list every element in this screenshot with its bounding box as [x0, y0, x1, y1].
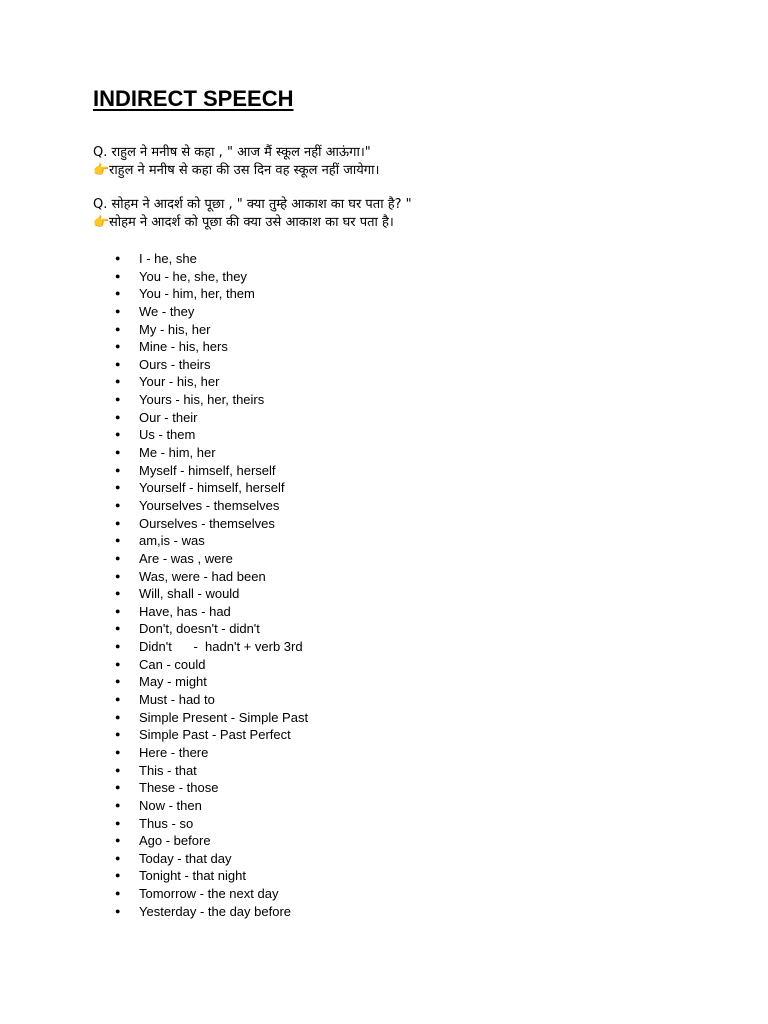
- list-item-text: Today - that day: [139, 850, 232, 866]
- bullet-icon: ●: [115, 464, 121, 475]
- list-item: [112, 691, 308, 709]
- list-item: [112, 568, 308, 586]
- example-2: [93, 196, 412, 232]
- bullet-icon: ●: [115, 799, 121, 810]
- list-item: [112, 356, 308, 374]
- bullet-icon: ●: [115, 605, 121, 616]
- list-item-text: Must - had to: [139, 692, 215, 708]
- bullet-icon: ●: [115, 341, 121, 352]
- list-item: [112, 797, 308, 815]
- list-item-text: These - those: [139, 780, 219, 796]
- list-item: [112, 726, 308, 744]
- list-item: [112, 426, 308, 444]
- bullet-icon: ●: [115, 270, 121, 281]
- list-item: [112, 338, 308, 356]
- list-item-text: Here - there: [139, 744, 209, 760]
- bullet-icon: ●: [115, 852, 121, 863]
- bullet-icon: ●: [115, 870, 121, 881]
- bullet-icon: ●: [115, 429, 121, 440]
- bullet-icon: ●: [115, 305, 121, 316]
- bullet-icon: ●: [115, 641, 121, 652]
- list-item: [112, 815, 308, 833]
- bullet-icon: ●: [115, 623, 121, 634]
- bullet-icon: ●: [115, 658, 121, 669]
- list-item: [112, 673, 308, 691]
- example-question: Q. सोहम ने आदर्श को पूछा , " क्या तुम्हे आकाश का घर पता है? ": [93, 197, 412, 212]
- pointing-hand-icon: 👉: [93, 215, 110, 230]
- list-item-text: Simple Past - Past Perfect: [139, 727, 291, 743]
- list-item-text: Your - his, her: [139, 374, 220, 390]
- list-item-text: Ours - theirs: [139, 356, 211, 372]
- list-item-text: Didn't - hadn't + verb 3rd: [139, 639, 303, 655]
- bullet-icon: ●: [115, 729, 121, 740]
- list-item-text: Our - their: [139, 409, 198, 425]
- list-item: [112, 391, 308, 409]
- example-1: [93, 144, 379, 180]
- list-item: [112, 285, 308, 303]
- list-item-text: Yesterday - the day before: [139, 903, 292, 919]
- list-item: [112, 409, 308, 427]
- list-item: [112, 585, 308, 603]
- list-item: [112, 867, 308, 885]
- bullet-icon: ●: [115, 552, 121, 563]
- example-answer-line: [93, 214, 412, 232]
- bullet-icon: ●: [115, 482, 121, 493]
- list-item: [112, 603, 308, 621]
- list-item: [112, 497, 308, 515]
- bullet-icon: ●: [115, 323, 121, 334]
- bullet-icon: ●: [115, 588, 121, 599]
- list-item-text: This - that: [139, 762, 197, 778]
- list-item: [112, 515, 308, 533]
- list-item-text: Myself - himself, herself: [139, 462, 276, 478]
- bullet-icon: ●: [115, 746, 121, 757]
- list-item: [112, 709, 308, 727]
- bullet-icon: ●: [115, 394, 121, 405]
- list-item-text: Tomorrow - the next day: [139, 886, 279, 902]
- bullet-icon: ●: [115, 676, 121, 687]
- list-item: [112, 373, 308, 391]
- list-item: [112, 762, 308, 780]
- pointing-hand-icon: 👉: [93, 163, 110, 178]
- list-item-text: Ourselves - themselves: [139, 515, 275, 531]
- list-item-text: Have, has - had: [139, 603, 231, 619]
- bullet-icon: ●: [115, 782, 121, 793]
- example-question: Q. राहुल ने मनीष से कहा , " आज मैं स्कूल नहीं आऊंगा।": [93, 145, 371, 160]
- bullet-icon: ●: [115, 358, 121, 369]
- bullet-icon: ●: [115, 905, 121, 916]
- list-item-text: Us - them: [139, 427, 196, 443]
- list-item: [112, 550, 308, 568]
- list-item-text: Was, were - had been: [139, 568, 266, 584]
- list-item-text: Yourselves - themselves: [139, 497, 280, 513]
- bullet-icon: ●: [115, 764, 121, 775]
- list-item: [112, 885, 308, 903]
- list-item: [112, 532, 308, 550]
- bullet-icon: ●: [115, 817, 121, 828]
- list-item-text: Tonight - that night: [139, 868, 246, 884]
- bullet-icon: ●: [115, 835, 121, 846]
- list-item: [112, 303, 308, 321]
- list-item-text: Mine - his, hers: [139, 339, 228, 355]
- bullet-icon: ●: [115, 411, 121, 422]
- list-item-text: Now - then: [139, 797, 202, 813]
- example-answer: राहुल ने मनीष से कहा की उस दिन वह स्कूल नहीं जायेगा।: [109, 163, 380, 178]
- bullet-icon: ●: [115, 535, 121, 546]
- bullet-icon: ●: [115, 570, 121, 581]
- list-item: [112, 620, 308, 638]
- list-item: [112, 444, 308, 462]
- list-item-text: You - him, her, them: [139, 286, 255, 302]
- list-item-text: Yourself - himself, herself: [139, 480, 285, 496]
- list-item-text: May - might: [139, 674, 207, 690]
- list-item-text: I - he, she: [139, 251, 197, 266]
- list-item: [112, 744, 308, 762]
- bullet-icon: ●: [115, 711, 121, 722]
- bullet-icon: ●: [115, 447, 121, 458]
- bullet-icon: ●: [115, 888, 121, 899]
- bullet-icon: ●: [115, 288, 121, 299]
- conversion-rules-list: [112, 250, 308, 920]
- list-item: [112, 268, 308, 286]
- list-item: [112, 321, 308, 339]
- bullet-icon: ●: [115, 517, 121, 528]
- list-item: [112, 638, 308, 656]
- list-item-text: Thus - so: [139, 815, 194, 831]
- list-item-text: Don't, doesn't - didn't: [139, 621, 260, 637]
- list-item-text: Me - him, her: [139, 445, 216, 461]
- example-answer-line: [93, 162, 379, 180]
- bullet-icon: ●: [115, 253, 121, 263]
- list-item: [112, 479, 308, 497]
- list-item: [112, 462, 308, 480]
- page-title: INDIRECT SPEECH: [93, 86, 294, 111]
- list-item: [112, 250, 308, 268]
- list-item-text: You - he, she, they: [139, 268, 247, 284]
- bullet-icon: ●: [115, 499, 121, 510]
- list-item: [112, 656, 308, 674]
- example-answer: सोहम ने आदर्श को पूछा की क्या उसे आकाश का घर पता है।: [109, 215, 394, 230]
- bullet-icon: ●: [115, 376, 121, 387]
- list-item-text: Ago - before: [139, 833, 211, 849]
- list-item-text: We - they: [139, 303, 195, 319]
- list-item-text: Are - was , were: [139, 550, 233, 566]
- list-item-text: Simple Present - Simple Past: [139, 709, 309, 725]
- list-item: [112, 903, 308, 921]
- list-item-text: My - his, her: [139, 321, 211, 337]
- list-item: [112, 779, 308, 797]
- list-item-text: Will, shall - would: [139, 586, 240, 602]
- list-item-text: Can - could: [139, 656, 206, 672]
- list-item-text: Yours - his, her, theirs: [139, 392, 265, 408]
- list-item: [112, 832, 308, 850]
- bullet-icon: ●: [115, 694, 121, 705]
- list-item: [112, 850, 308, 868]
- list-item-text: am,is - was: [139, 533, 205, 549]
